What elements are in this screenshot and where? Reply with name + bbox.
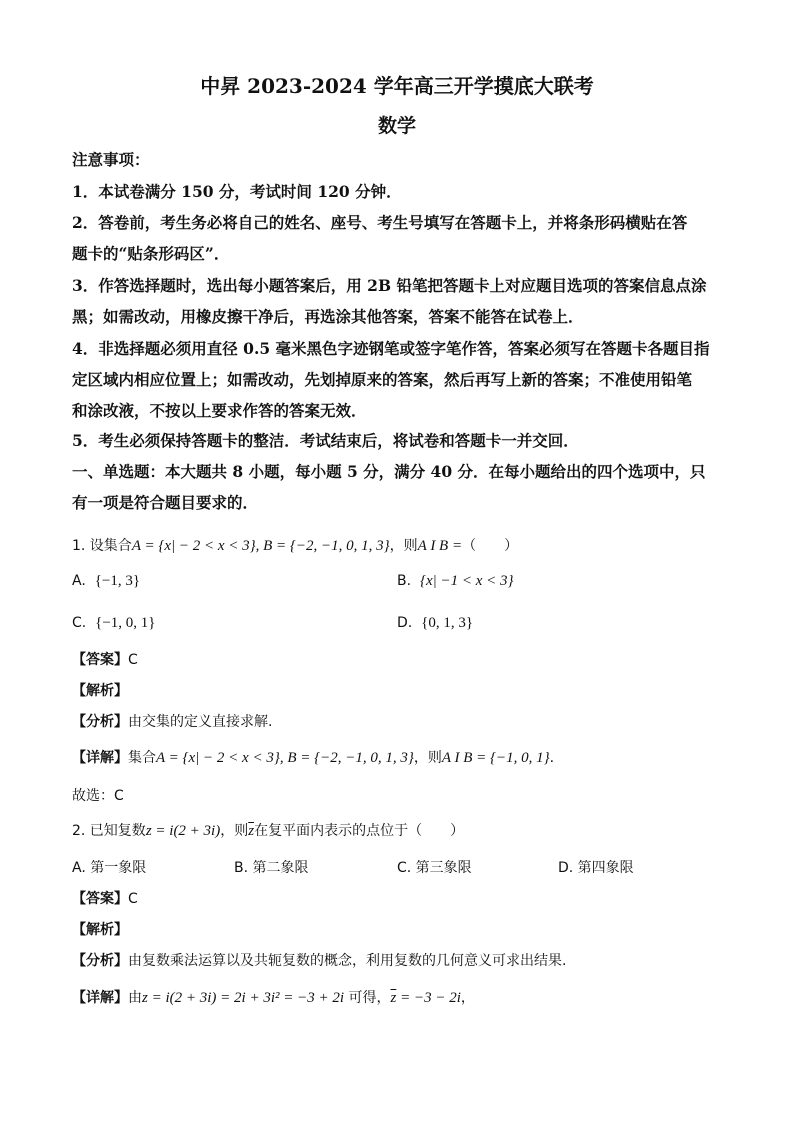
notice-item-2-line-2: 题卡的“贴条形码区”． xyxy=(72,244,230,263)
q1-expr: A I B = xyxy=(417,538,463,554)
notice-item-3-line-2: 黑；如需改动，用橡皮擦干净后，再选涂其他答案，答案不能答在试卷上． xyxy=(72,307,584,326)
q1-set-b: , B = {−2, −1, 0, 1, 3} xyxy=(255,538,390,554)
q2-answer: 【答案】C xyxy=(72,891,138,907)
notice-item-3-line-1: 3．作答选择题时，选出每小题答案后，用 2B 铅笔把答题卡上对应题目选项的答案信息点涂 xyxy=(72,276,707,295)
notice-item-4-line-3: 和涂改液，不按以上要求作答的答案无效． xyxy=(72,401,367,420)
exam-title: 中昇 2023-2024 学年高三开学摸底大联考 xyxy=(200,74,594,98)
q2-z-expr: z = i(2 + 3i) xyxy=(145,823,221,839)
q1-option-c: C. {−1, 0, 1} xyxy=(72,615,156,631)
notice-item-4-line-1: 4．非选择题必须用直径 0.5 毫米黑色字迹钢笔或签字笔作答，答案必须写在答题卡各题目指 xyxy=(72,339,710,358)
q1-prefix: 1. 设集合 xyxy=(72,538,132,554)
q1-ask: ，则 xyxy=(389,538,418,554)
q2-option-a: A. 第一象限 xyxy=(72,860,147,876)
q1-analysis-heading: 【解析】 xyxy=(72,683,128,699)
q1-conclusion: 故选：C xyxy=(72,788,124,804)
q1-set-a: A = {x| − 2 < x < 3} xyxy=(131,538,256,554)
notice-item-2-line-1: 2．答卷前，考生务必将自己的姓名、座号、考生号填写在答题卡上，并将条形码横贴在答 xyxy=(72,213,688,232)
q2-option-c: C. 第三象限 xyxy=(397,860,472,876)
section-1-line-1: 一、单选题：本大题共 8 小题，每小题 5 分，满分 40 分．在每小题给出的四个选项中，只 xyxy=(72,462,706,481)
notice-item-1: 1．本试卷满分 150 分，考试时间 120 分钟． xyxy=(72,182,402,201)
q1-option-a: A. {−1, 3} xyxy=(72,573,141,589)
q1-answer: 【答案】C xyxy=(72,652,138,668)
subject-title: 数学 xyxy=(377,115,416,137)
q2-fenxi: 【分析】由复数乘法运算以及共轭复数的概念，利用复数的几何意义可求出结果. xyxy=(72,953,567,969)
notice-heading: 注意事项： xyxy=(72,150,150,169)
notice-item-5: 5．考生必须保持答题卡的整洁．考试结束后，将试卷和答题卡一并交回． xyxy=(72,431,579,450)
q2-analysis-heading: 【解析】 xyxy=(72,922,128,938)
question-1-stem xyxy=(72,536,518,556)
q1-option-d: D. {0, 1, 3} xyxy=(397,615,474,631)
q2-option-b: B. 第二象限 xyxy=(234,860,309,876)
question-2-stem: 2. 已知复数z = i(2 + 3i)，则$\overline{z}$在复平面内表示的点位于（ ） xyxy=(72,823,465,839)
q2-option-d: D. 第四象限 xyxy=(558,860,634,876)
notice-item-4-line-2: 定区域内相应位置上；如需改动，先划掉原来的答案，然后再写上新的答案；不准使用铅笔 xyxy=(72,370,693,389)
section-1-line-2: 有一项是符合题目要求的． xyxy=(72,493,259,512)
q1-detail: 【详解】集合A = {x| − 2 < x < 3}, B = {−2, −1, 0, 1, 3}，则A I B = {−1, 0, 1}. xyxy=(72,750,555,766)
q1-fenxi: 【分析】由交集的定义直接求解. xyxy=(72,714,273,730)
q2-zbar: $\overline{z}$ xyxy=(248,823,255,839)
q1-option-b: B. {x| −1 < x < 3} xyxy=(397,573,514,589)
q2-detail: 【详解】由z = i(2 + 3i) = 2i + 3i² = −3 + 2i 可得，$\overline{z} = -3 - 2i$， xyxy=(72,990,475,1006)
q1-paren: （ ） xyxy=(462,538,519,554)
